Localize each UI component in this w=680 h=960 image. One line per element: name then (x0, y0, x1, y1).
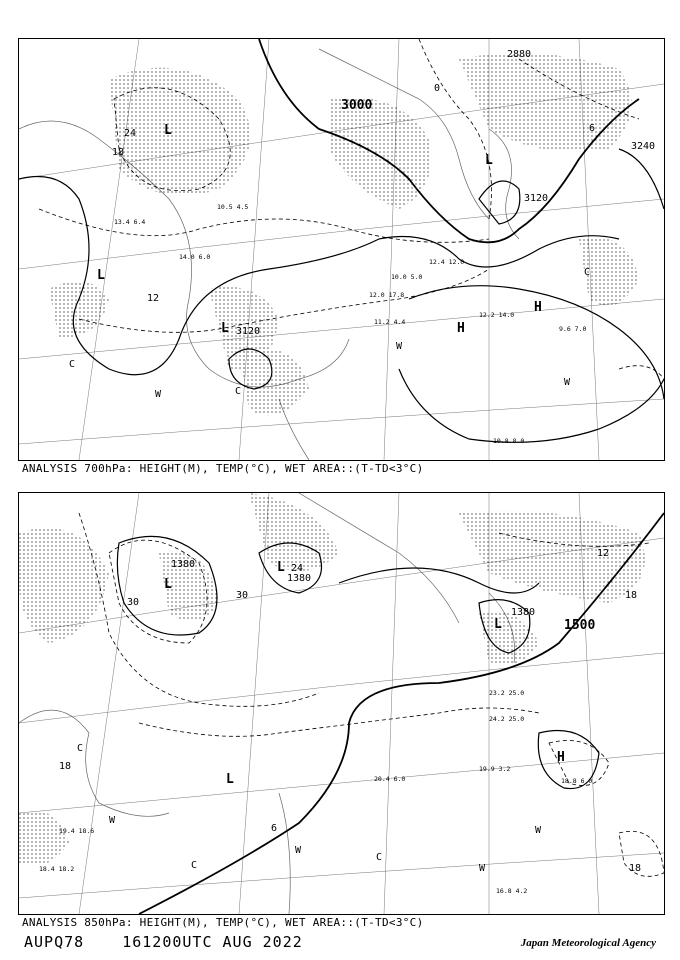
temp-labels (59, 548, 641, 874)
temp-label: 12 (597, 548, 610, 559)
low-center: L (164, 577, 172, 592)
high-center: H (534, 300, 542, 315)
pressure-centers (164, 560, 565, 787)
low-center: L (164, 123, 172, 138)
temp-label: 30 (236, 590, 249, 601)
temp-label: 12 (147, 293, 160, 304)
height-label: 1380 (171, 559, 196, 570)
warm-marker: W (396, 341, 403, 352)
height-label: 3240 (631, 141, 656, 152)
temp-label: 18 (625, 590, 638, 601)
temp-label: 6 (589, 123, 596, 134)
temp-label: 18 (629, 863, 642, 874)
station-obs: 16.8 4.2 (496, 887, 528, 895)
station-obs: 10.8 8.0 (493, 437, 525, 445)
height-label: 3000 (341, 98, 373, 113)
cold-marker: C (376, 852, 383, 863)
cold-marker: C (584, 267, 591, 278)
station-obs: 20.4 6.0 (374, 775, 406, 783)
thermal-markers (69, 267, 590, 400)
warm-marker: W (535, 825, 542, 836)
low-center: L (97, 268, 105, 283)
caption-700hpa: ANALYSIS 700hPa: HEIGHT(M), TEMP(°C), WET AREA::(T-TD<3°C) (22, 462, 424, 475)
warm-marker: W (479, 863, 486, 874)
low-center: L (277, 560, 285, 575)
station-obs: 14.0 6.0 (179, 253, 211, 261)
station-obs: 19.4 18.6 (59, 827, 95, 835)
height-label: 3120 (236, 326, 261, 337)
station-obs: 19.9 3.2 (479, 765, 511, 773)
chart-code: AUPQ78 (24, 933, 85, 951)
height-label: 1380 (511, 607, 536, 618)
thermal-markers (77, 743, 542, 874)
temp-label: 6 (271, 823, 278, 834)
temp-label: 18 (59, 761, 72, 772)
warm-marker: W (155, 389, 162, 400)
map-700hpa (19, 39, 664, 460)
low-center: L (494, 617, 502, 632)
temp-label: 30 (127, 597, 140, 608)
warm-marker: W (109, 815, 116, 826)
station-obs: 9.6 7.0 (559, 325, 587, 333)
height-label: 1380 (287, 573, 312, 584)
station-obs: 10.0 5.0 (391, 273, 423, 281)
station-obs: 18.4 18.2 (39, 865, 75, 873)
high-center: H (457, 321, 465, 336)
station-obs: 12.0 17.8 (369, 291, 405, 299)
station-obs: 11.2 4.4 (374, 318, 406, 326)
cold-marker: C (77, 743, 84, 754)
high-center: H (557, 750, 565, 765)
low-center: L (226, 772, 234, 787)
height-label: 2880 (507, 49, 532, 60)
chart-850hpa (18, 492, 665, 915)
height-label: 3120 (524, 193, 549, 204)
station-obs: 24.2 25.0 (489, 715, 525, 723)
map-850hpa (19, 493, 664, 914)
low-center: L (221, 321, 229, 336)
cold-marker: C (235, 386, 242, 397)
station-obs: 10.5 4.5 (217, 203, 249, 211)
chart-700hpa (18, 38, 665, 461)
warm-marker: W (295, 845, 302, 856)
temp-label: 24 (124, 128, 137, 139)
temp-label: 0 (434, 83, 441, 94)
station-obs: 12.4 12.0 (429, 258, 465, 266)
temp-label: 24 (291, 563, 304, 574)
warm-marker: W (564, 377, 571, 388)
cold-marker: C (69, 359, 76, 370)
valid-time: 161200UTC AUG 2022 (122, 933, 303, 951)
cold-marker: C (191, 860, 198, 871)
chart-identifier (24, 933, 331, 951)
station-obs: 13.4 6.4 (114, 218, 146, 226)
station-observations (39, 689, 592, 895)
low-center: L (485, 153, 493, 168)
wet-areas (19, 493, 645, 866)
height-label: 1500 (564, 618, 596, 633)
caption-850hpa: ANALYSIS 850hPa: HEIGHT(M), TEMP(°C), WET AREA::(T-TD<3°C) (22, 916, 424, 929)
station-obs: 18.8 6.0 (561, 777, 593, 785)
agency-name: Japan Meteorological Agency (520, 937, 656, 949)
station-obs: 12.2 14.0 (479, 311, 515, 319)
station-obs: 23.2 25.0 (489, 689, 525, 697)
temp-label: 18 (112, 147, 125, 158)
